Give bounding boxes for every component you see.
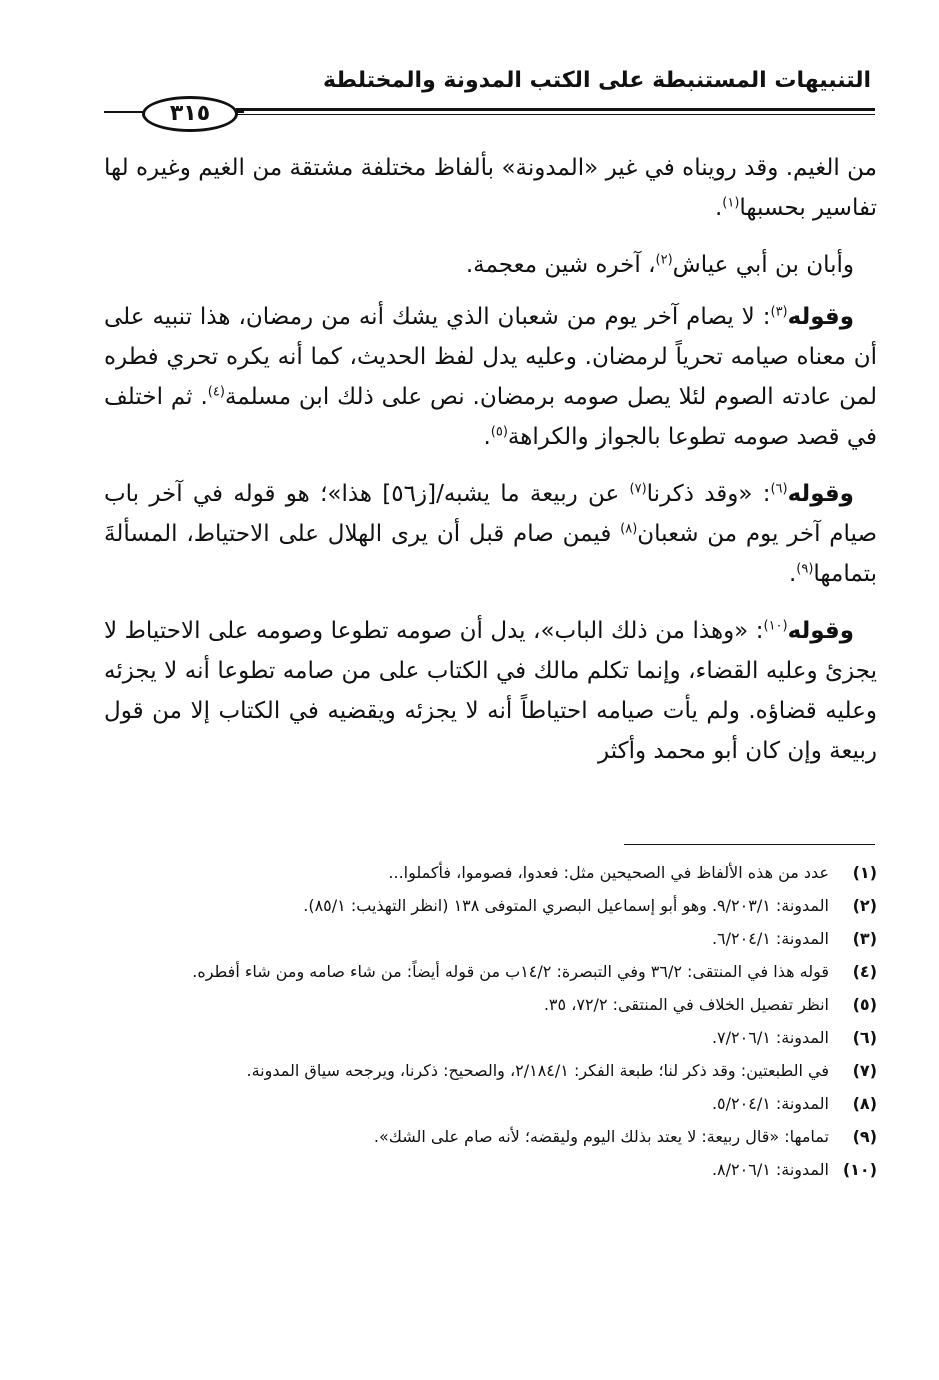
header-rule <box>236 108 875 111</box>
running-header-title: التنبيهات المستنبطة على الكتب المدونة والمختلطة <box>322 68 871 93</box>
paragraph-text: . <box>714 195 723 221</box>
paragraph-text: : «وقد ذكرنا <box>646 481 771 507</box>
footnote-ref: (٧) <box>629 481 647 497</box>
footnote-ref: (٢) <box>655 252 673 268</box>
paragraph-4 <box>104 474 877 594</box>
footnote <box>104 924 877 954</box>
footnote-number: (١٠) <box>842 1160 877 1179</box>
footnote-ref: (٥) <box>490 424 508 440</box>
footnote-number: (٥) <box>852 995 877 1014</box>
footnote-number: (٧) <box>852 1061 877 1080</box>
footnote-number: (١) <box>852 863 877 882</box>
footnote-number: (٢) <box>852 896 877 915</box>
paragraph-text: . <box>788 561 797 587</box>
paragraph-text: فيمن صام قبل أن يرى الهلال على الاحتياط، المسألةَ بتمامها <box>104 521 877 587</box>
paragraph-text: وأبان بن أبي عياش <box>672 252 854 278</box>
footnote-text: عدد من هذه الألفاظ في الصحيحين مثل: فعدوا، فصوموا، فأكملوا... <box>388 863 829 882</box>
footnote-ref: (١) <box>722 195 740 211</box>
footnote-number: (٨) <box>852 1094 877 1113</box>
footnote-text: تمامها: «قال ربيعة: لا يعتد بذلك اليوم وليقضه؛ لأنه صام على الشك». <box>373 1127 829 1146</box>
footnote <box>104 891 877 921</box>
paragraph-text: من الغيم. وقد رويناه في غير «المدونة» بألفاظ مختلفة مشتقة من الغيم وغيره لها تفاسير بحسبها <box>104 155 877 221</box>
header-rule-thin <box>236 114 875 115</box>
footnote-text: قوله هذا في المنتقى: ٣٦/٢ وفي التبصرة: ١٤/٢ب من قوله أيضاً: من شاء صامه ومن شاء أفطره. <box>192 962 829 981</box>
footnote-text: المدونة: ٩/٢٠٣/١. وهو أبو إسماعيل البصري المتوفى ١٣٨ (انظر التهذيب: ٨٥/١). <box>303 896 829 915</box>
paragraph-3 <box>104 297 877 457</box>
footnote-ref: (٤) <box>207 384 225 400</box>
footnote-text: المدونة: ٨/٢٠٦/١. <box>711 1160 829 1179</box>
footnote <box>104 1089 877 1119</box>
main-text <box>104 148 877 788</box>
footnote-text: انظر تفصيل الخلاف في المنتقى: ٧٢/٢، ٣٥. <box>543 995 829 1014</box>
footnote-text: المدونة: ٧/٢٠٦/١. <box>711 1028 829 1047</box>
paragraph-5 <box>104 611 877 771</box>
footnote <box>104 1155 877 1185</box>
footnote-text: المدونة: ٥/٢٠٤/١. <box>711 1094 829 1113</box>
paragraph-lead: وقوله <box>787 304 854 330</box>
page-number: ٣١٥ <box>142 96 238 132</box>
paragraph-1 <box>104 148 877 228</box>
footnote-separator <box>624 844 875 845</box>
footnote-ref: (٣) <box>770 304 788 320</box>
paragraph-text: : «وهذا من ذلك الباب»، يدل أن صومه تطوعا وصومه على الاحتياط لا يجزئ وعليه القضاء، وإنما تكلم مالك في الكتاب على من صامه تطوعا أنه لا يجزئه وعليه قضاؤه. ولم يأت صيامه احتياطاً أنه لا يجزئه ويقضيه في الكتاب إلا من قول ربيعة وإن كان أبو محمد وأكثر <box>104 618 877 764</box>
paragraph-text: عن ربيعة ما يشبه/[ز٥٦] هذا»؛ هو قوله في آخر باب صيام آخر يوم من شعبان <box>104 481 877 547</box>
footnote-text: المدونة: ٦/٢٠٤/١. <box>711 929 829 948</box>
paragraph-lead: وقوله <box>787 618 854 644</box>
footnote-number: (٣) <box>852 929 877 948</box>
footnote <box>104 858 877 888</box>
footnote <box>104 990 877 1020</box>
footnote-text: في الطبعتين: وقد ذكر لنا؛ طبعة الفكر: ٢/١٨٤/١، والصحيح: ذكرنا، ويرجحه سياق المدونة. <box>246 1061 829 1080</box>
paragraph-lead: وقوله <box>787 481 854 507</box>
footnotes <box>104 858 877 1188</box>
paragraph-2 <box>104 245 877 285</box>
footnote <box>104 1023 877 1053</box>
footnote-ref: (٨) <box>620 521 638 537</box>
footnote <box>104 1122 877 1152</box>
footnote <box>104 1056 877 1086</box>
paragraph-text: . <box>483 424 491 450</box>
footnote <box>104 957 877 987</box>
footnote-number: (٩) <box>852 1127 877 1146</box>
footnote-ref: (١٠) <box>763 618 788 634</box>
paragraph-text: ، آخره شين معجمة. <box>465 252 656 278</box>
footnote-number: (٦) <box>852 1028 877 1047</box>
footnote-number: (٤) <box>852 962 877 981</box>
paragraph-text: : لا يصام آخر يوم من شعبان الذي يشك أنه من رمضان، هذا تنبيه على أن معناه صيامه تحرياً لرمضان. وعليه يدل لفظ الحديث، كما أنه يكره تحري فطره لمن عادته الصوم لئلا يصل صومه برمضان. نص على ذلك ابن مسلمة <box>104 304 877 410</box>
footnote-ref: (٦) <box>770 481 788 497</box>
paragraph-text: . ثم اختلف في قصد صومه تطوعا بالجواز والكراهة <box>104 384 877 450</box>
footnote-ref: (٩) <box>796 561 814 577</box>
page-number-ornament <box>104 96 244 128</box>
